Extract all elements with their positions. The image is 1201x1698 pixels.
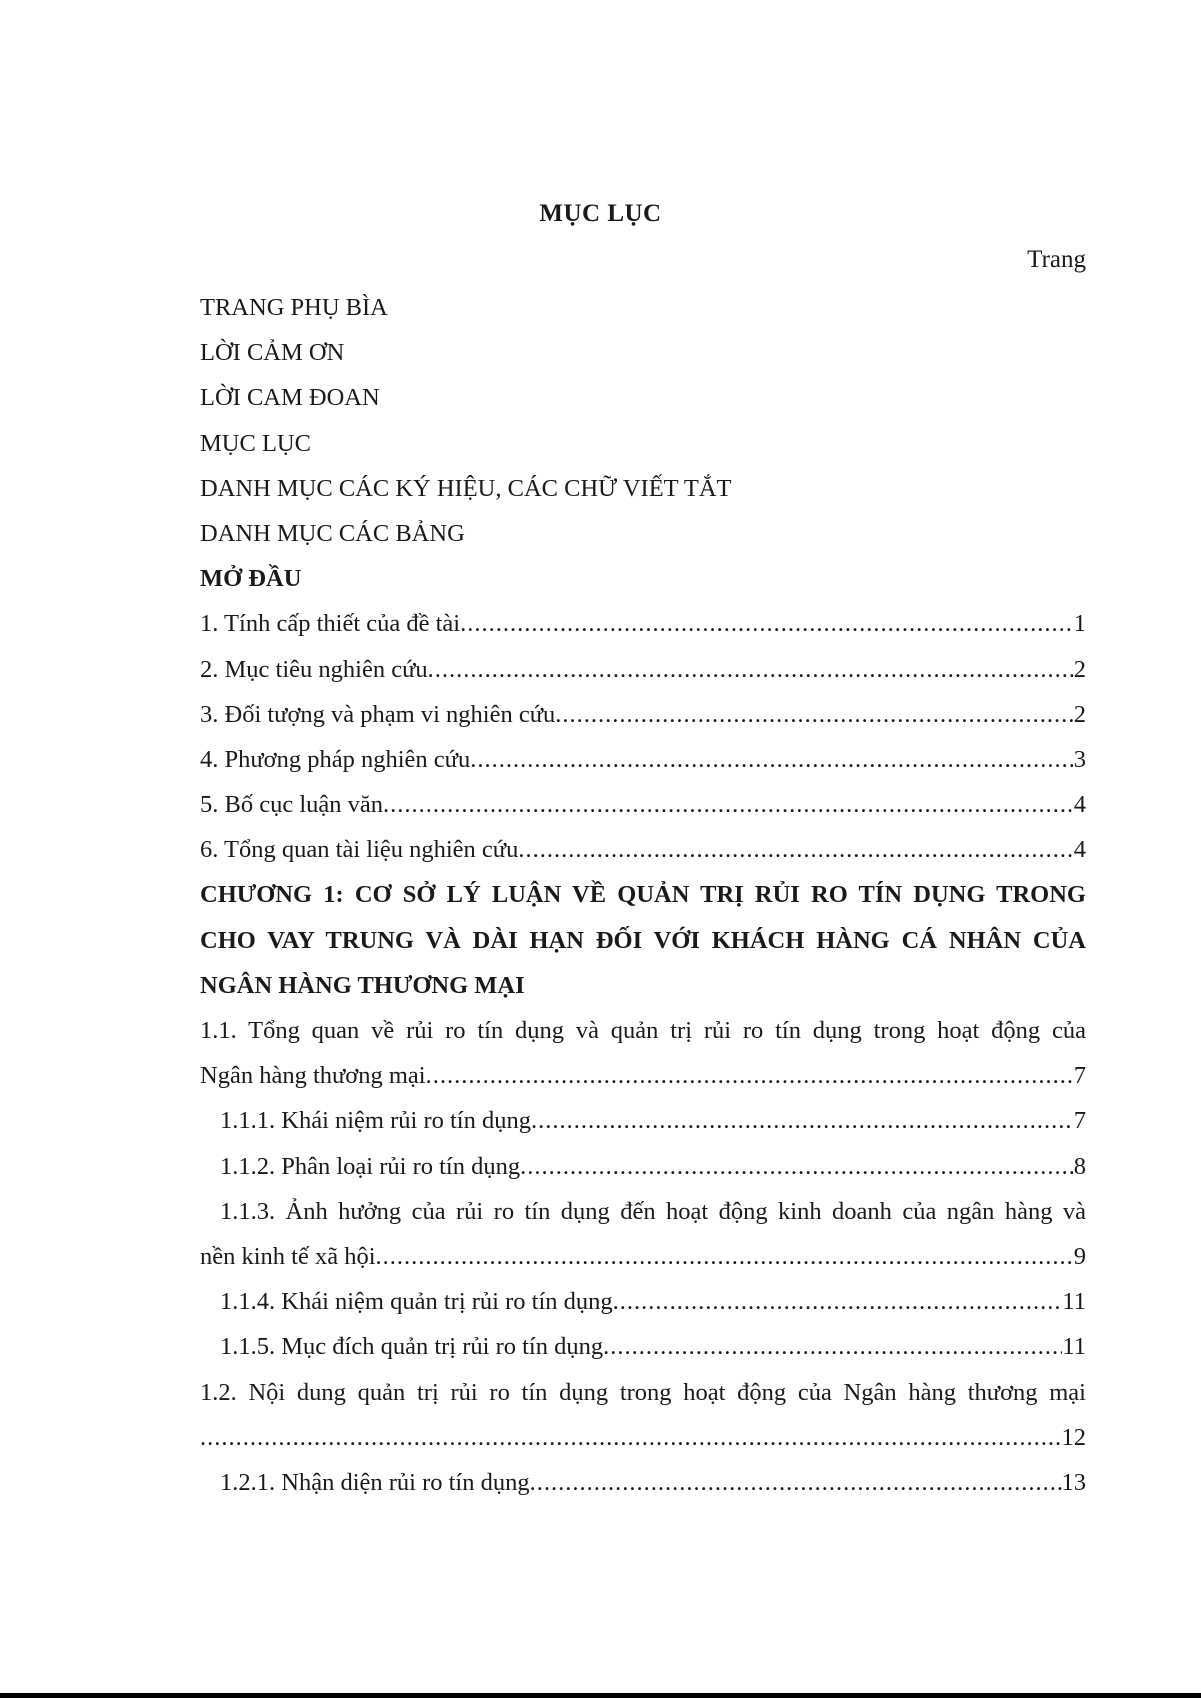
toc-entry xyxy=(200,827,1086,872)
dot-leader xyxy=(460,601,1074,646)
toc-entry-text: 1.1.5. Mục đích quản trị rủi ro tín dụng xyxy=(220,1333,604,1361)
toc-entry-text: nền kinh tế xã hội xyxy=(200,1242,376,1270)
toc-entry xyxy=(200,1460,1086,1505)
dot-leader xyxy=(520,1144,1074,1189)
toc-front-item: LỜI CẢM ƠN xyxy=(200,339,345,367)
toc-entry-page: 2 xyxy=(1073,700,1086,728)
toc-entry-page: 4 xyxy=(1073,791,1086,819)
dot-leader xyxy=(613,1279,1063,1324)
table-of-contents xyxy=(200,285,1086,1505)
dot-leader xyxy=(555,692,1074,737)
toc-front-item: MỤC LỤC xyxy=(200,429,311,457)
toc-entry-text: 5. Bố cục luận văn xyxy=(200,791,384,819)
toc-entry xyxy=(200,782,1086,827)
dot-leader xyxy=(530,1460,1062,1505)
toc-entry-text: 1.1.1. Khái niệm rủi ro tín dụng xyxy=(220,1107,531,1135)
bottom-edge-rule xyxy=(0,1693,1201,1698)
toc-entry-page: 11 xyxy=(1062,1288,1086,1316)
dot-leader xyxy=(383,782,1074,827)
toc-entry-text: 1. Tính cấp thiết của đề tài xyxy=(200,610,461,638)
toc-entry xyxy=(200,647,1086,692)
toc-entry-text: 1.1.2. Phân loại rủi ro tín dụng xyxy=(220,1152,521,1180)
toc-entry xyxy=(200,1279,1086,1324)
toc-entry-text: 6. Tổng quan tài liệu nghiên cứu xyxy=(200,836,519,864)
toc-entry xyxy=(200,737,1086,782)
page-column-label: Trang xyxy=(1027,246,1086,273)
toc-entry-page: 3 xyxy=(1073,745,1086,773)
toc-entry-page: 7 xyxy=(1073,1107,1086,1135)
toc-entry-page: 7 xyxy=(1073,1062,1086,1090)
dot-leader xyxy=(200,1415,1062,1460)
toc-entry xyxy=(200,692,1086,737)
toc-entry-text: 2. Mục tiêu nghiên cứu xyxy=(200,655,428,683)
toc-entry-page: 4 xyxy=(1073,836,1086,864)
toc-entry-page: 8 xyxy=(1073,1152,1086,1180)
dot-leader xyxy=(518,827,1073,872)
toc-entry-page: 2 xyxy=(1073,655,1086,683)
toc-entry-text: 4. Phương pháp nghiên cứu xyxy=(200,745,471,773)
toc-entry xyxy=(200,1324,1086,1369)
toc-entry-line: 1.1.3. Ảnh hưởng của rủi ro tín dụng đến hoạt động kinh doanh của ngân hàng và xyxy=(220,1197,1086,1225)
toc-entry-text: Ngân hàng thương mại xyxy=(200,1062,426,1090)
dot-leader xyxy=(376,1234,1074,1279)
toc-intro-heading: MỞ ĐẦU xyxy=(200,565,302,593)
page-title: MỤC LỤC xyxy=(539,200,662,227)
chapter-heading-line: CHO VAY TRUNG VÀ DÀI HẠN ĐỐI VỚI KHÁCH HÀNG CÁ NHÂN CỦA xyxy=(200,926,1086,954)
toc-entry-text: 1.1.4. Khái niệm quản trị rủi ro tín dụng xyxy=(220,1288,613,1316)
toc-entry-page: 12 xyxy=(1061,1423,1086,1451)
toc-entry-page: 9 xyxy=(1073,1242,1086,1270)
toc-entry xyxy=(200,1144,1086,1189)
chapter-heading-line: NGÂN HÀNG THƯƠNG MẠI xyxy=(200,971,525,999)
toc-entry-text: 3. Đối tượng và phạm vi nghiên cứu xyxy=(200,700,556,728)
toc-entry-page: 11 xyxy=(1062,1333,1086,1361)
toc-entry xyxy=(200,1053,1086,1098)
toc-front-item: DANH MỤC CÁC BẢNG xyxy=(200,519,465,547)
dot-leader xyxy=(426,1053,1074,1098)
toc-entry-text: 1.2.1. Nhận diện rủi ro tín dụng xyxy=(220,1468,530,1496)
toc-entry-page: 13 xyxy=(1061,1468,1086,1496)
dot-leader xyxy=(603,1324,1062,1369)
dot-leader xyxy=(531,1098,1074,1143)
toc-entry xyxy=(200,1234,1086,1279)
dot-leader xyxy=(470,737,1074,782)
toc-front-item: DANH MỤC CÁC KÝ HIỆU, CÁC CHỮ VIẾT TẮT xyxy=(200,474,732,502)
dot-leader xyxy=(428,647,1074,692)
toc-entry-page: 1 xyxy=(1073,610,1086,638)
toc-entry-line: 1.1. Tổng quan về rủi ro tín dụng và quản trị rủi ro tín dụng trong hoạt động của xyxy=(200,1017,1086,1044)
toc-entry-line: 1.2. Nội dung quản trị rủi ro tín dụng trong hoạt động của Ngân hàng thương mại xyxy=(200,1378,1086,1406)
toc-entry xyxy=(200,1098,1086,1143)
toc-entry xyxy=(200,601,1086,646)
chapter-heading-line: CHƯƠNG 1: CƠ SỞ LÝ LUẬN VỀ QUẢN TRỊ RỦI RO TÍN DỤNG TRONG xyxy=(200,881,1086,909)
toc-entry xyxy=(200,1415,1086,1460)
toc-front-item: LỜI CAM ĐOAN xyxy=(200,384,380,412)
toc-front-item: TRANG PHỤ BÌA xyxy=(200,294,388,321)
